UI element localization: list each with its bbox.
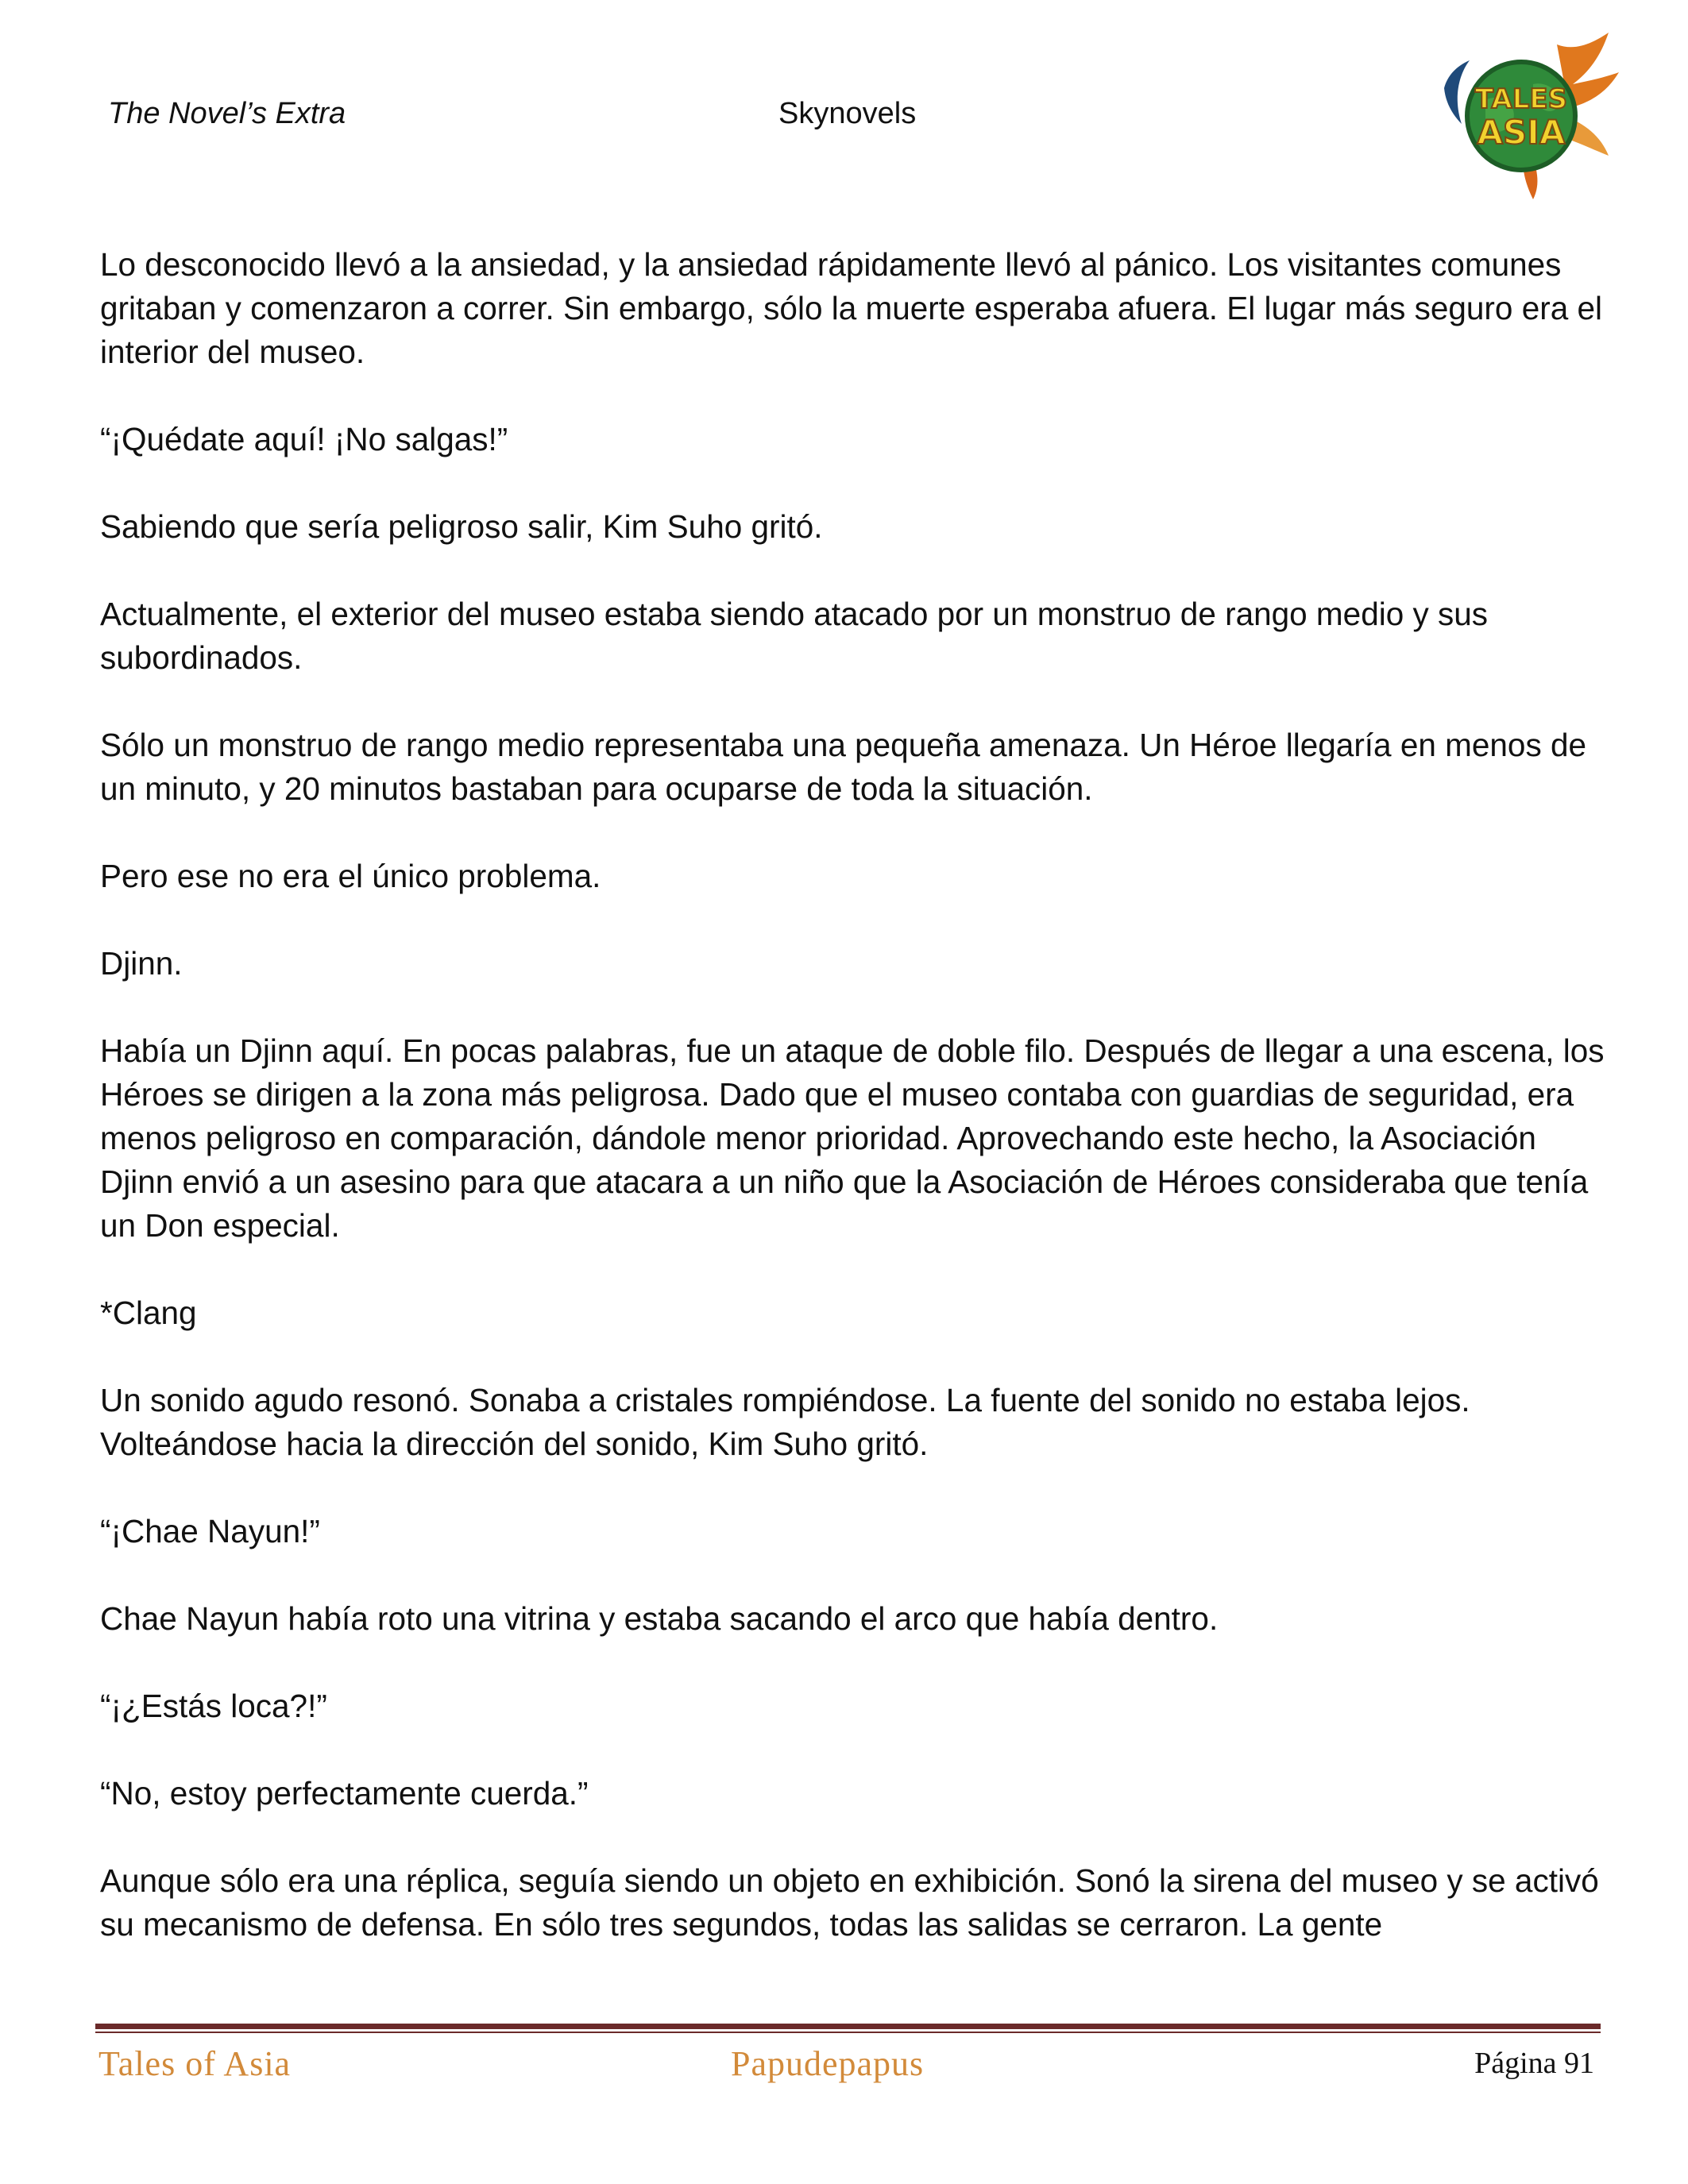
paragraph: Lo desconocido llevó a la ansiedad, y la ansiedad rápidamente llevó al pánico. Los visitantes comunes gritaban y comenzaron a correr. Sin embargo, sólo la muerte esperaba afuera. El lugar más seguro era el interior del museo. xyxy=(100,246,1603,370)
footer-divider xyxy=(95,2024,1601,2029)
paragraph: “¡Quédate aquí! ¡No salgas!” xyxy=(100,421,508,457)
paragraph: Actualmente, el exterior del museo estaba siendo atacado por un monstruo de rango medio y sus subordinados. xyxy=(100,596,1489,676)
paragraph: “¡¿Estás loca?!” xyxy=(100,1688,327,1724)
paragraph: Un sonido agudo resonó. Sonaba a cristales rompiéndose. La fuente del sonido no estaba lejos. Volteándose hacia la dirección del sonido, Kim Suho gritó. xyxy=(100,1382,1470,1462)
paragraph: Sabiendo que sería peligroso salir, Kim Suho gritó. xyxy=(100,508,823,545)
paragraph: Chae Nayun había roto una vitrina y estaba sacando el arco que había dentro. xyxy=(100,1600,1219,1637)
logo-text-tales: TALES xyxy=(1474,83,1568,115)
tales-of-asia-logo xyxy=(1438,29,1620,203)
logo-text-asia: ASIA xyxy=(1477,113,1566,152)
paragraph: *Clang xyxy=(100,1295,197,1331)
footer-divider-thin xyxy=(95,2032,1601,2033)
header-site: Skynovels xyxy=(778,97,917,130)
paragraph: Había un Djinn aquí. En pocas palabras, fue un ataque de doble filo. Después de llegar a una escena, los Héroes se dirigen a la zona más peligrosa. Dado que el museo contaba con guardias de seguridad, era menos peligroso en comparación, dándole menor prioridad. Aprovechando este hecho, la Asociación Djinn envió a un asesino para que atacara a un niño que la Asociación de Héroes consideraba que tenía un Don especial. xyxy=(100,1032,1605,1244)
paragraph: Pero ese no era el único problema. xyxy=(100,858,601,894)
footer-translator: Papudepapus xyxy=(731,2044,925,2083)
paragraph: “No, estoy perfectamente cuerda.” xyxy=(100,1775,589,1812)
footer-group-name: Tales of Asia xyxy=(98,2044,292,2083)
paragraph: Sólo un monstruo de rango medio representaba una pequeña amenaza. Un Héroe llegaría en menos de un minuto, y 20 minutos bastaban para ocuparse de toda la situación. xyxy=(100,727,1586,807)
paragraph: Djinn. xyxy=(100,945,183,982)
paragraph: Aunque sólo era una réplica, seguía siendo un objeto en exhibición. Sonó la sirena del museo y se activó su mecanismo de defensa. En sólo tres segundos, todas las salidas se cerraron. La gente xyxy=(100,1862,1599,1943)
chapter-body xyxy=(100,243,1609,1947)
header-title: The Novel’s Extra xyxy=(108,97,346,130)
paragraph: “¡Chae Nayun!” xyxy=(100,1513,320,1549)
page-number: Página 91 xyxy=(1474,2047,1594,2080)
